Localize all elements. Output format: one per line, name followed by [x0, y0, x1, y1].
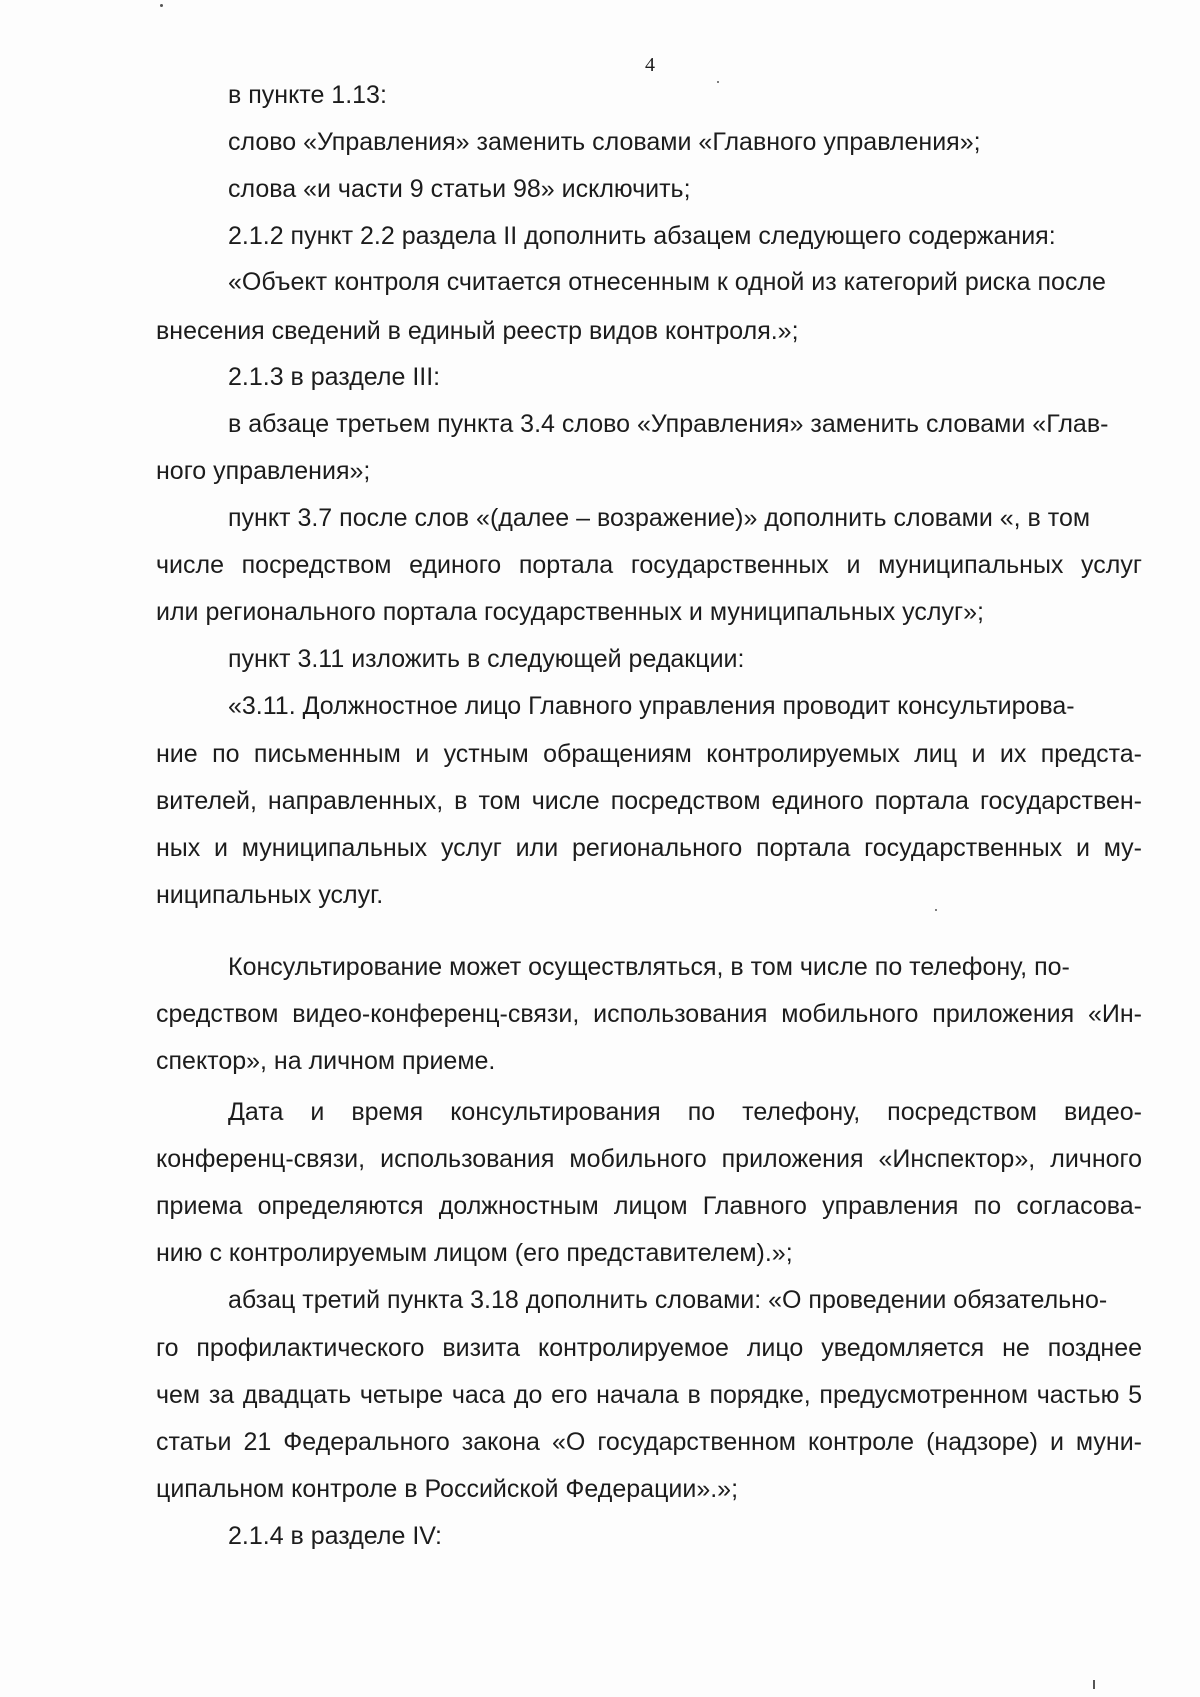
text-line: ниципальных услуг.: [156, 881, 384, 909]
text-line: вителей, направленных, в том числе посредством единого портала государствен-: [156, 787, 1142, 815]
scan-speck: [1093, 1680, 1095, 1689]
text-line: конференц-связи, использования мобильного приложения «Инспектор», личного: [156, 1145, 1142, 1173]
text-line: 2.1.3 в разделе III:: [228, 363, 441, 391]
text-line: Консультирование может осуществляться, в том числе по телефону, по-: [228, 953, 1070, 981]
text-line: 2.1.4 в разделе IV:: [228, 1522, 442, 1550]
text-line: внесения сведений в единый реестр видов контроля.»;: [156, 317, 799, 345]
text-line: приема определяются должностным лицом Главного управления по согласова-: [156, 1192, 1142, 1220]
text-line: статьи 21 Федерального закона «О государственном контроле (надзоре) и муни-: [156, 1428, 1142, 1456]
text-line: слово «Управления» заменить словами «Главного управления»;: [228, 128, 981, 156]
scan-speck: [717, 81, 719, 83]
text-line: пункт 3.11 изложить в следующей редакции:: [228, 645, 745, 673]
text-line: ние по письменным и устным обращениям контролируемых лиц и их предста-: [156, 740, 1142, 768]
text-line: слова «и части 9 статьи 98» исключить;: [228, 175, 691, 203]
scan-speck: [935, 909, 937, 911]
text-line: ного управления»;: [156, 457, 371, 485]
text-line: абзац третий пункта 3.18 дополнить словами: «О проведении обязательно-: [228, 1286, 1108, 1314]
text-line: Дата и время консультирования по телефону, посредством видео-: [228, 1098, 1142, 1126]
text-line: го профилактического визита контролируемое лицо уведомляется не позднее: [156, 1334, 1142, 1362]
page-number: 4: [645, 54, 655, 76]
text-line: нию с контролируемым лицом (его представителем).»;: [156, 1239, 793, 1267]
text-line: в абзаце третьем пункта 3.4 слово «Управления» заменить словами «Глав-: [228, 410, 1109, 438]
text-line: в пункте 1.13:: [228, 81, 387, 109]
text-line: числе посредством единого портала государственных и муниципальных услуг: [156, 551, 1142, 579]
text-line: 2.1.2 пункт 2.2 раздела II дополнить абзацем следующего содержания:: [228, 222, 1056, 250]
text-line: ципальном контроле в Российской Федерации».»;: [156, 1475, 739, 1503]
text-line: спектор», на личном приеме.: [156, 1047, 496, 1075]
text-line: средством видео-конференц-связи, использования мобильного приложения «Ин-: [156, 1000, 1142, 1028]
text-line: «Объект контроля считается отнесенным к одной из категорий риска после: [228, 268, 1106, 296]
text-line: или регионального портала государственных и муниципальных услуг»;: [156, 598, 984, 626]
text-line: ных и муниципальных услуг или регионального портала государственных и му-: [156, 834, 1142, 862]
text-line: чем за двадцать четыре часа до его начала в порядке, предусмотренном частью 5: [156, 1381, 1142, 1409]
text-line: пункт 3.7 после слов «(далее – возражение)» дополнить словами «, в том: [228, 504, 1091, 532]
scan-speck: [160, 4, 163, 7]
text-line: «3.11. Должностное лицо Главного управления проводит консультирова-: [228, 692, 1075, 720]
